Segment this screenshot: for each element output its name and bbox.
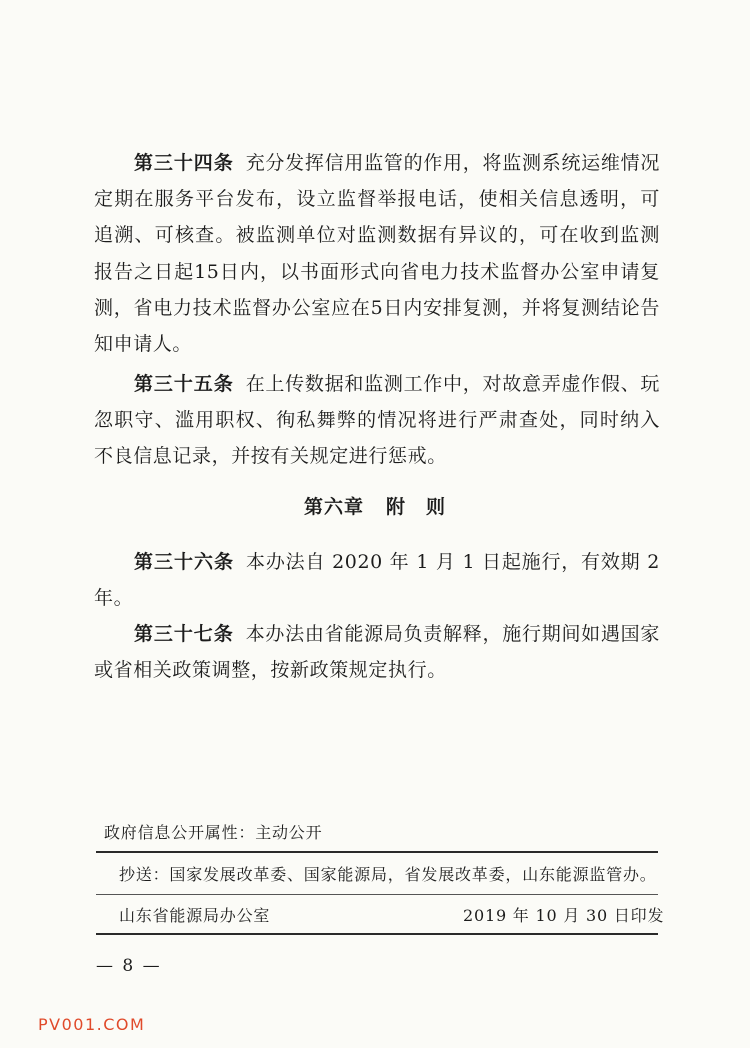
article-35 — [94, 366, 660, 475]
article-text: 充分发挥信用监管的作用，将监测系统运维情况定期在服务平台发布，设立监督举报电话，使相关信息透明，可追溯、可核查。被监测单位对监测数据有异议的，可在收到监测报告之日起15日内，以书面形式向省电力技术监督办公室申请复测，省电力技术监督办公室应在5日内安排复测，并将复测结论告知申请人。 — [94, 152, 660, 356]
article-34 — [94, 145, 660, 362]
disclosure-attribute: 政府信息公开属性：主动公开 — [104, 823, 323, 842]
cc-recipients: 抄送：国家发展改革委、国家能源局，省发展改革委，山东能源监管办。 — [119, 865, 657, 884]
article-text: 本办法自 2020 年 1 月 1 日起施行，有效期 2 年。 — [94, 551, 660, 610]
article-37 — [94, 616, 660, 688]
article-label: 第三十五条 — [134, 373, 234, 395]
chapter-title: 附 则 — [386, 496, 447, 518]
article-label: 第三十六条 — [134, 551, 235, 573]
article-36 — [94, 544, 660, 616]
footer-rule-middle — [96, 894, 658, 895]
article-text: 在上传数据和监测工作中，对故意弄虚作假、玩忽职守、滥用职权、徇私舞弊的情况将进行严肃查处，同时纳入不良信息记录，并按有关规定进行惩戒。 — [94, 373, 660, 468]
chapter-number: 第六章 — [303, 496, 364, 518]
footer-rule-bottom — [96, 933, 658, 935]
article-text: 本办法由省能源局负责解释，施行期间如遇国家或省相关政策调整，按新政策规定执行。 — [94, 623, 660, 682]
page-number: — 8 — — [96, 956, 162, 976]
issuing-office: 山东省能源局办公室 — [119, 906, 271, 925]
chapter-heading — [0, 492, 750, 519]
article-label: 第三十七条 — [134, 623, 234, 645]
watermark-text: PV001.COM — [38, 1015, 146, 1034]
issue-date: 2019 年 10 月 30 日印发 — [463, 906, 665, 925]
article-label: 第三十四条 — [134, 152, 234, 174]
footer-rule-top — [96, 851, 658, 853]
